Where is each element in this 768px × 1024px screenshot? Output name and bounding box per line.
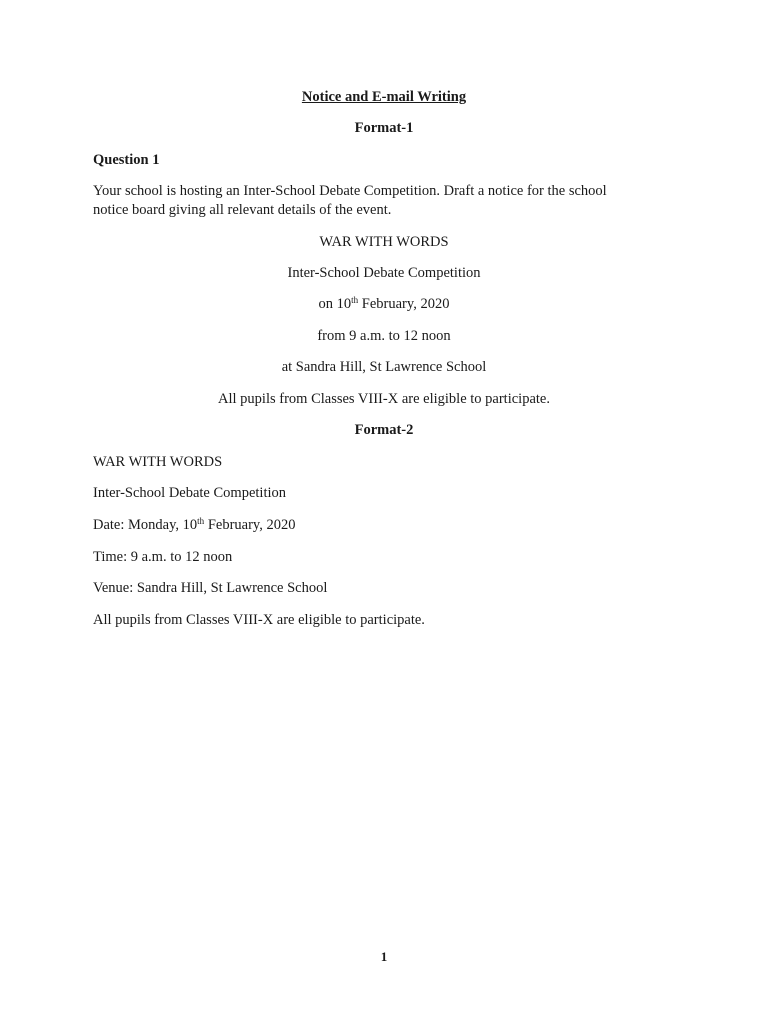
format1-date-sup: th	[351, 295, 359, 305]
format1-event-subtitle: Inter-School Debate Competition	[287, 265, 481, 281]
document-title: Notice and E-mail Writing	[301, 89, 467, 105]
format2-eligibility: All pupils from Classes VIII-X are eligible to participate.	[93, 612, 425, 628]
question-text-line2: notice board giving all relevant details of the event.	[93, 202, 392, 218]
format2-date-sup: th	[197, 516, 205, 526]
format2-time: Time: 9 a.m. to 12 noon	[93, 549, 233, 565]
format1-eligibility: All pupils from Classes VIII-X are eligible to participate.	[218, 391, 550, 407]
format2-date-prefix: Date: Monday, 10	[93, 517, 198, 533]
format1-time: from 9 a.m. to 12 noon	[317, 328, 451, 344]
page-number: 1	[380, 949, 388, 964]
format1-date-suffix: February, 2020	[358, 296, 450, 312]
format1-heading: Format-1	[354, 120, 414, 136]
format1-venue: at Sandra Hill, St Lawrence School	[281, 359, 487, 375]
format2-date	[93, 516, 295, 534]
format2-heading: Format-2	[354, 422, 414, 438]
format2-date-suffix: February, 2020	[204, 517, 296, 533]
question-text-line1: Your school is hosting an Inter-School Debate Competition. Draft a notice for the school	[93, 183, 607, 199]
format2-event-name: WAR WITH WORDS	[93, 454, 223, 470]
format1-date	[0, 295, 768, 313]
format2-venue: Venue: Sandra Hill, St Lawrence School	[93, 580, 328, 596]
format2-event-subtitle: Inter-School Debate Competition	[93, 485, 286, 501]
question-label: Question 1	[93, 152, 160, 168]
format1-event-name: WAR WITH WORDS	[319, 234, 449, 250]
format1-date-prefix: on 10	[318, 296, 352, 312]
